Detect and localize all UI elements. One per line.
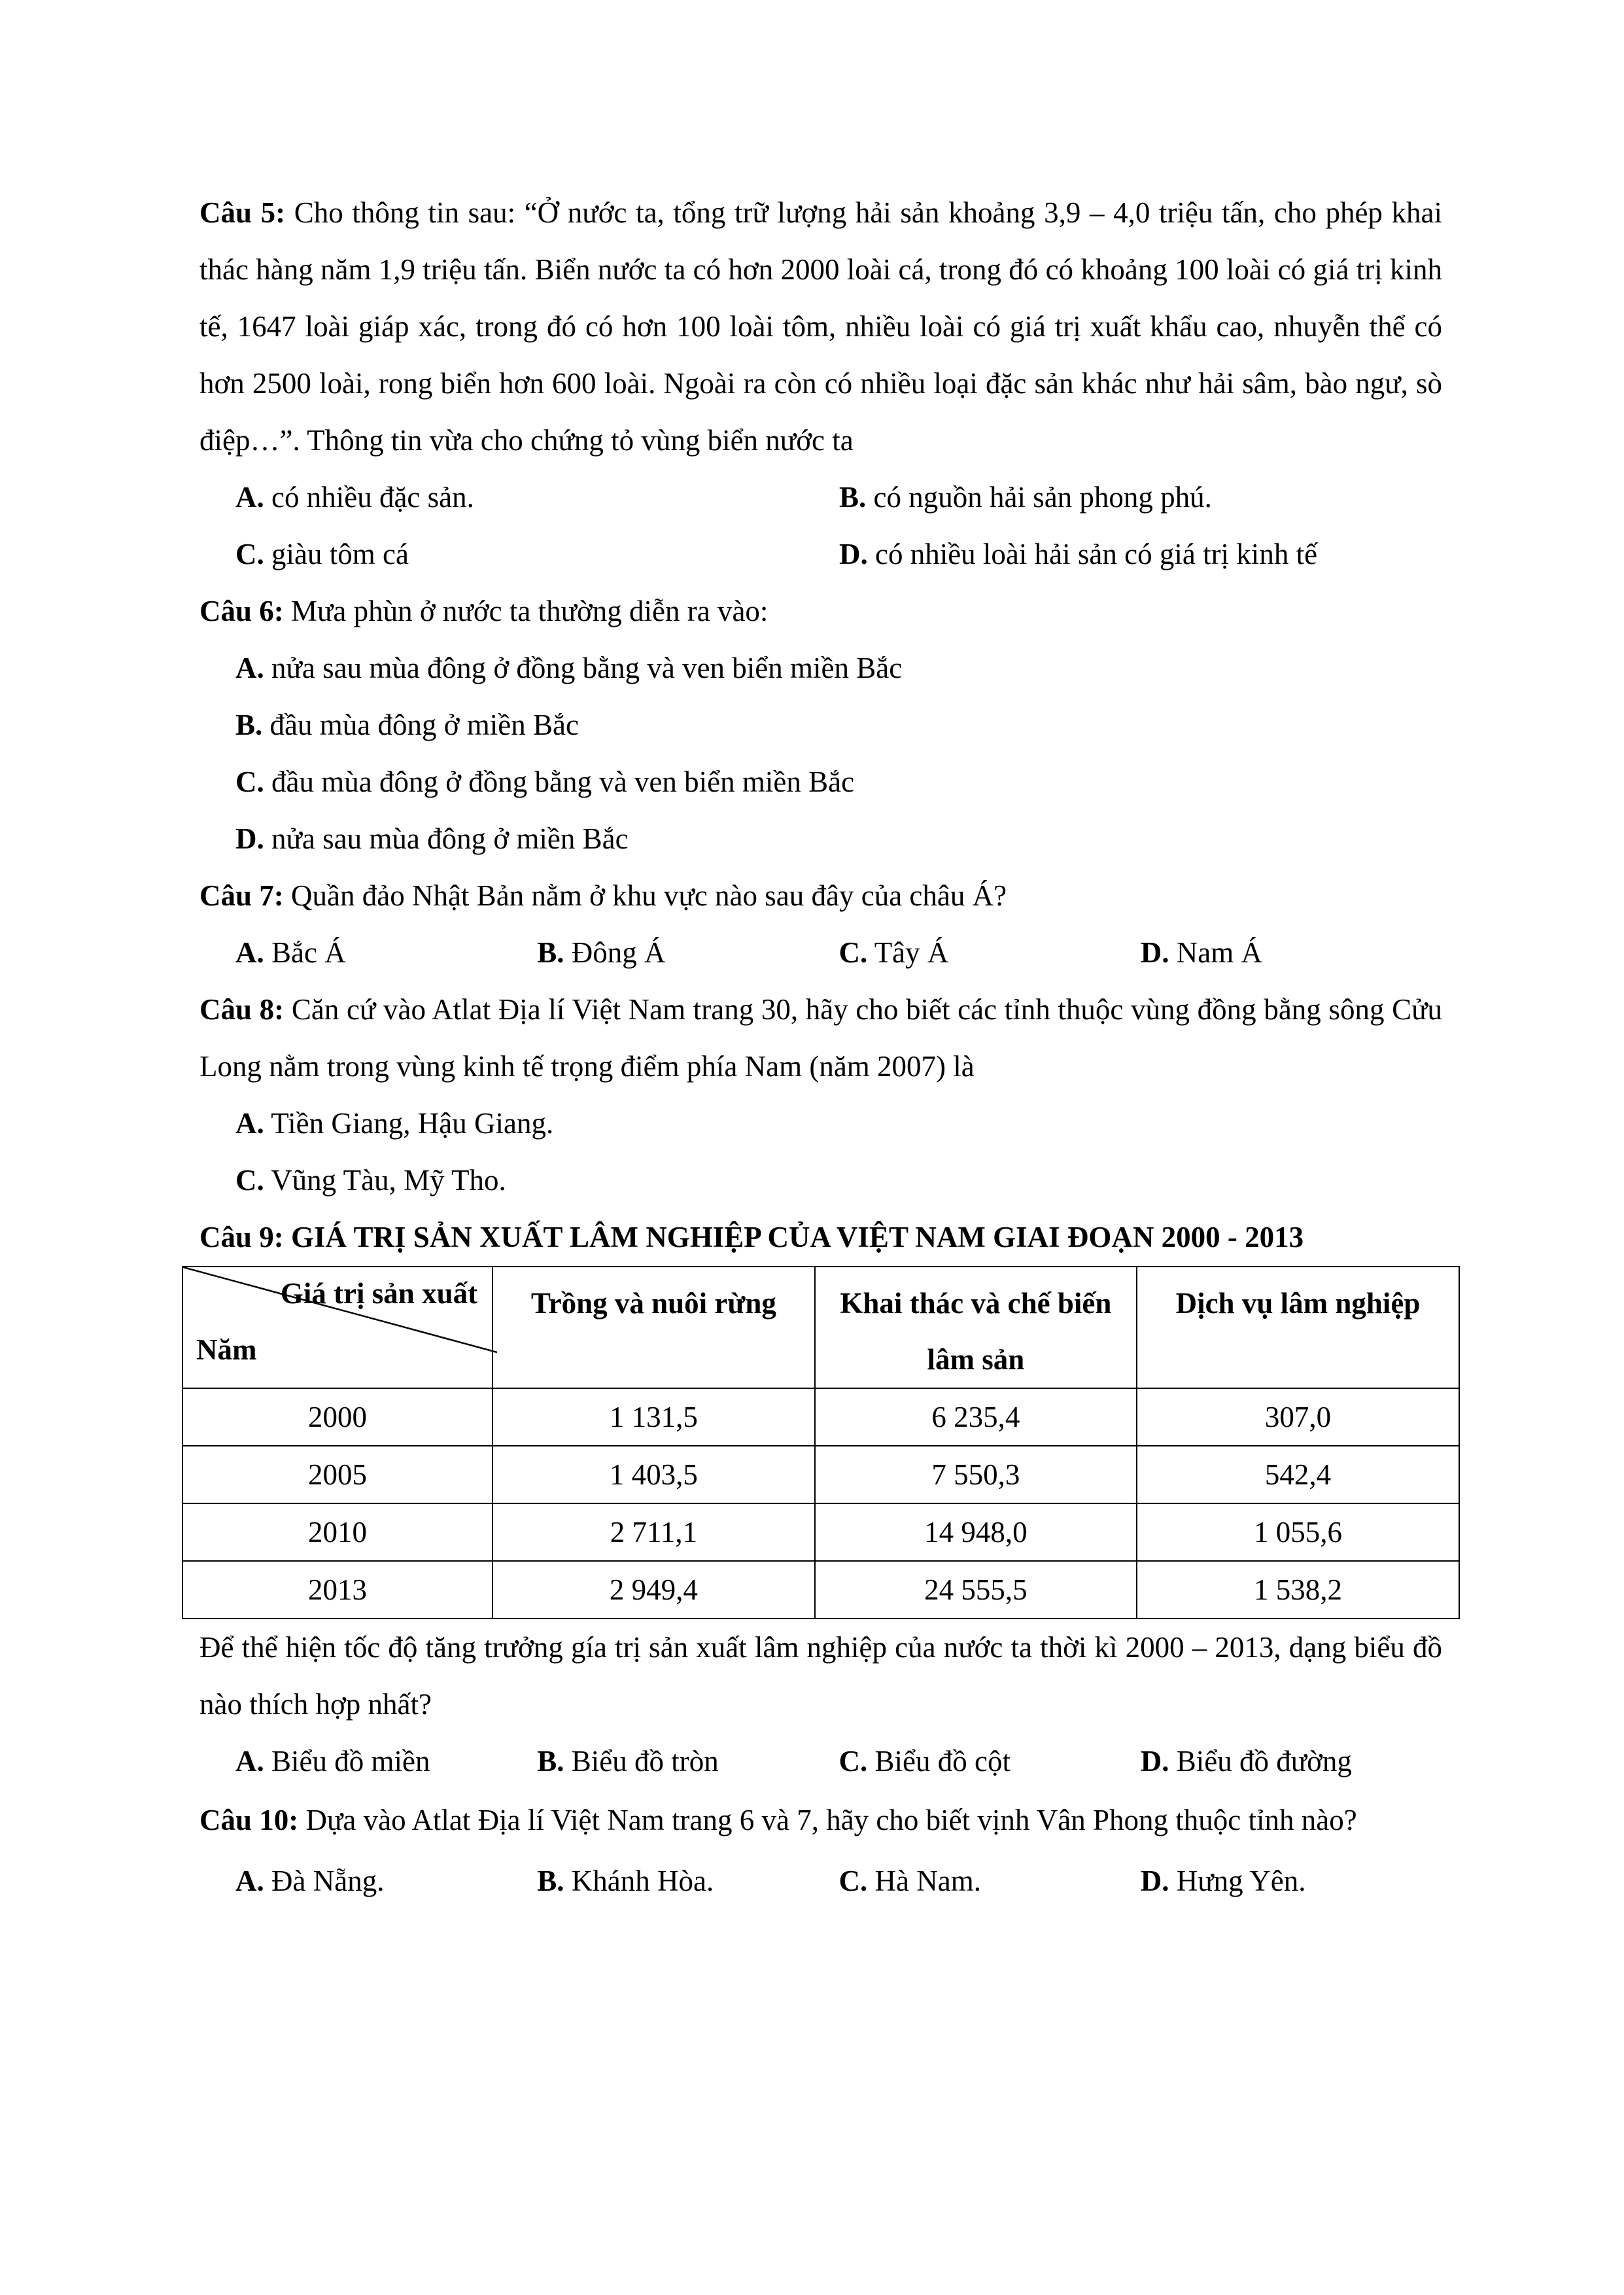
table-cell: 1 538,2	[1137, 1561, 1459, 1619]
question-5-option-c[interactable]	[235, 526, 839, 583]
question-7	[199, 867, 1442, 924]
table-cell: 542,4	[1137, 1446, 1459, 1503]
option-text: đầu mùa đông ở đồng bằng và ven biển miền Bắc	[271, 765, 855, 798]
question-10-option-c[interactable]	[839, 1851, 1141, 1912]
option-key: D.	[1140, 936, 1169, 969]
table-cell: 2 949,4	[492, 1561, 815, 1619]
question-6-option-a[interactable]	[199, 640, 1442, 697]
table-header-cell: Trồng và nuôi rừng	[492, 1267, 815, 1388]
option-text: nửa sau mùa đông ở miền Bắc	[271, 822, 629, 855]
option-key: D.	[235, 822, 264, 855]
option-text: nửa sau mùa đông ở đồng bằng và ven biển miền Bắc	[271, 652, 903, 684]
option-text: Đông Á	[571, 936, 666, 969]
table-cell: 2 711,1	[492, 1503, 815, 1561]
question-10	[199, 1790, 1442, 1851]
table-corner-cell	[182, 1267, 492, 1388]
option-text: Hưng Yên.	[1176, 1865, 1306, 1897]
option-text: có nhiều đặc sản.	[271, 481, 474, 514]
option-key: D.	[1140, 1745, 1169, 1778]
table-cell: 2013	[182, 1561, 492, 1619]
question-9-heading	[199, 1209, 1442, 1266]
option-key: C.	[235, 1164, 264, 1197]
option-text: Biểu đồ miền	[271, 1745, 430, 1778]
question-7-label: Câu 7:	[199, 879, 284, 912]
corner-row-label: Năm	[196, 1333, 257, 1366]
question-7-text: Quần đảo Nhật Bản nằm ở khu vực nào sau đây của châu Á?	[291, 879, 1007, 912]
question-6-text: Mưa phùn ở nước ta thường diễn ra vào:	[291, 595, 769, 627]
option-key: A.	[235, 936, 264, 969]
option-key: B.	[838, 481, 867, 514]
question-7-option-d[interactable]	[1141, 924, 1442, 981]
question-7-option-a[interactable]	[235, 924, 537, 981]
question-5-options-row-2	[199, 526, 1442, 583]
corner-column-label: Giá trị sản xuất	[280, 1277, 478, 1310]
question-6-option-c[interactable]	[199, 754, 1442, 811]
question-8-option-c[interactable]	[199, 1152, 1442, 1209]
question-5-option-a[interactable]	[235, 469, 839, 526]
table-cell: 7 550,3	[815, 1446, 1137, 1503]
question-6-option-b[interactable]	[199, 697, 1442, 754]
question-5-option-d[interactable]	[839, 526, 1442, 583]
table-cell: 307,0	[1137, 1388, 1459, 1446]
option-key: A.	[235, 1107, 264, 1140]
option-text: Nam Á	[1176, 936, 1262, 969]
table-row	[182, 1503, 1459, 1561]
question-9-option-d[interactable]	[1141, 1733, 1442, 1790]
option-text: Khánh Hòa.	[571, 1865, 714, 1897]
table-row	[182, 1561, 1459, 1619]
question-9-options	[199, 1733, 1442, 1790]
table-cell: 6 235,4	[815, 1388, 1137, 1446]
option-key: C.	[838, 1865, 868, 1897]
question-8-label: Câu 8:	[199, 993, 285, 1026]
table-header-cell: Khai thác và chế biến lâm sản	[815, 1267, 1137, 1388]
option-text: Tiền Giang, Hậu Giang.	[271, 1107, 554, 1140]
option-text: có nguồn hải sản phong phú.	[873, 481, 1212, 514]
table-row	[182, 1446, 1459, 1503]
table-cell: 1 055,6	[1137, 1503, 1459, 1561]
option-key: B.	[537, 1865, 564, 1897]
table-cell: 14 948,0	[815, 1503, 1137, 1561]
question-5-option-b[interactable]	[839, 469, 1442, 526]
question-9-option-b[interactable]	[537, 1733, 838, 1790]
question-10-options	[199, 1851, 1442, 1912]
table-row	[182, 1388, 1459, 1446]
question-5-text: Cho thông tin sau: “Ở nước ta, tổng trữ lượng hải sản khoảng 3,9 – 4,0 triệu tấn, cho phép khai thác hàng năm 1,9 triệu tấn. Biển nước ta có hơn 2000 loài cá, trong đó có khoảng 100 loài có giá trị kinh tế, 1647 loài giáp xác, trong đó có hơn 100 loài tôm, nhiều loài có giá trị xuất khẩu cao, nhuyễn thể có hơn 2500 loài, rong biển hơn 600 loài. Ngoài ra còn có nhiều loại đặc sản khác như hải sâm, bào ngư, sò điệp…”. Thông tin vừa cho chứng tỏ vùng biển nước ta	[199, 196, 1443, 457]
option-text: Bắc Á	[271, 936, 346, 969]
question-7-option-c[interactable]	[839, 924, 1141, 981]
table-cell: 1 403,5	[492, 1446, 815, 1503]
document-page	[196, 184, 1443, 1912]
question-7-options	[199, 924, 1442, 981]
option-key: B.	[537, 936, 564, 969]
option-key: A.	[235, 652, 264, 684]
table-header-cell: Dịch vụ lâm nghiệp	[1137, 1267, 1459, 1388]
question-5	[199, 184, 1442, 469]
option-key: D.	[1140, 1865, 1169, 1897]
table-cell: 24 555,5	[815, 1561, 1137, 1619]
option-text: đầu mùa đông ở miền Bắc	[269, 709, 579, 741]
option-text: Đà Nẵng.	[271, 1865, 385, 1897]
table-cell: 2010	[182, 1503, 492, 1561]
option-text: Biểu đồ cột	[874, 1745, 1011, 1778]
table-cell: 1 131,5	[492, 1388, 815, 1446]
option-key: A.	[235, 481, 264, 514]
table-title: GIÁ TRỊ SẢN XUẤT LÂM NGHIỆP CỦA VIỆT NAM GIAI ĐOẠN 2000 - 2013	[291, 1221, 1304, 1253]
option-key: A.	[235, 1745, 264, 1778]
option-text: Hà Nam.	[874, 1865, 981, 1897]
option-text: giàu tôm cá	[271, 538, 409, 570]
option-key: C.	[838, 936, 868, 969]
question-10-text: Dựa vào Atlat Địa lí Việt Nam trang 6 và 7, hãy cho biết vịnh Vân Phong thuộc tỉnh nào?	[305, 1804, 1357, 1836]
question-5-options-row-1	[199, 469, 1442, 526]
option-key: B.	[537, 1745, 564, 1778]
option-text: có nhiều loài hải sản có giá trị kinh tế	[874, 538, 1318, 570]
table-cell: 2005	[182, 1446, 492, 1503]
option-key: C.	[838, 1745, 868, 1778]
option-key: C.	[235, 538, 264, 570]
table-cell: 2000	[182, 1388, 492, 1446]
forestry-table	[182, 1266, 1460, 1619]
table-header-row	[182, 1267, 1459, 1388]
question-10-option-b[interactable]	[537, 1851, 838, 1912]
question-5-label: Câu 5:	[199, 196, 286, 229]
question-8-option-a[interactable]	[199, 1095, 1442, 1152]
question-7-option-b[interactable]	[537, 924, 838, 981]
option-text: Biểu đồ tròn	[571, 1745, 719, 1778]
question-10-label: Câu 10:	[199, 1804, 299, 1836]
option-key: A.	[235, 1865, 264, 1897]
option-text: Biểu đồ đường	[1176, 1745, 1352, 1778]
question-9-label: Câu 9:	[199, 1221, 284, 1253]
question-6-option-d[interactable]	[199, 811, 1442, 867]
question-6	[199, 583, 1442, 640]
option-text: Vũng Tàu, Mỹ Tho.	[271, 1164, 506, 1197]
option-key: D.	[838, 538, 868, 570]
question-10-option-d[interactable]	[1141, 1851, 1442, 1912]
question-9-text: Để thể hiện tốc độ tăng trưởng gía trị sản xuất lâm nghiệp của nước ta thời kì 2000 – 2013, dạng biểu đồ nào thích hợp nhất?	[199, 1631, 1442, 1721]
option-key: B.	[235, 709, 263, 741]
option-text: Tây Á	[874, 936, 949, 969]
question-9-option-c[interactable]	[839, 1733, 1141, 1790]
question-8	[199, 981, 1442, 1095]
question-10-option-a[interactable]	[235, 1851, 537, 1912]
question-8-text: Căn cứ vào Atlat Địa lí Việt Nam trang 30, hãy cho biết các tỉnh thuộc vùng đồng bằng sông Cửu Long nằm trong vùng kinh tế trọng điểm phía Nam (năm 2007) là	[199, 993, 1443, 1083]
question-9-option-a[interactable]	[235, 1733, 537, 1790]
question-6-label: Câu 6:	[199, 595, 284, 627]
option-key: C.	[235, 765, 264, 798]
